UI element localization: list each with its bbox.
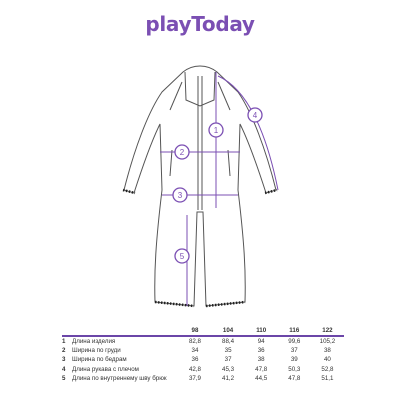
row-number: 3 xyxy=(62,356,66,364)
size-header: 104 xyxy=(212,326,245,336)
measurement-value: 40 xyxy=(323,356,331,364)
row-number: 4 xyxy=(62,365,66,373)
measurement-value: 37 xyxy=(290,347,298,355)
collar xyxy=(185,72,215,106)
measurement-value: 50,3 xyxy=(288,365,301,373)
measurement-value: 82,8 xyxy=(188,338,201,346)
measurement-name: Длина по внутреннему шву брюк xyxy=(72,374,167,382)
brand-logo: playToday xyxy=(145,12,255,36)
size-row xyxy=(62,374,344,383)
jumpsuit-outline xyxy=(124,66,276,306)
measurement-name: Длина рукава с плечом xyxy=(72,365,139,373)
measurement-value: 36 xyxy=(191,356,199,364)
measurement-value: 37 xyxy=(224,356,232,364)
right-pocket xyxy=(228,150,230,176)
size-row xyxy=(62,336,344,346)
size-header-row xyxy=(62,326,344,336)
measurement-value: 105,2 xyxy=(319,338,336,346)
size-header: 98 xyxy=(178,326,211,336)
size-header: 116 xyxy=(278,326,311,336)
row-number: 2 xyxy=(62,347,66,355)
marker-label: 3 xyxy=(177,190,183,200)
measurement-value: 36 xyxy=(257,347,265,355)
marker-label: 4 xyxy=(252,110,258,120)
measurement-marker-4 xyxy=(248,108,262,122)
size-chart-table xyxy=(62,326,344,383)
measurement-value: 42,8 xyxy=(188,365,201,373)
measurement-value: 45,3 xyxy=(222,365,235,373)
measurement-value: 47,8 xyxy=(288,374,301,382)
measurement-name: Ширина по бедрам xyxy=(72,356,127,364)
measurement-name: Ширина по груди xyxy=(72,347,121,355)
measurement-value: 88,4 xyxy=(222,338,235,346)
measurement-value: 41,2 xyxy=(222,374,235,382)
measurement-value: 99,6 xyxy=(288,338,301,346)
left-pocket xyxy=(170,150,172,176)
measurement-value: 52,8 xyxy=(321,365,334,373)
size-header: 122 xyxy=(311,326,344,336)
row-number: 1 xyxy=(62,338,66,346)
marker-label: 5 xyxy=(179,251,185,261)
marker-label: 1 xyxy=(213,125,219,135)
size-row xyxy=(62,346,344,355)
measurement-value: 47,8 xyxy=(255,365,268,373)
measure-sleeve-line xyxy=(218,76,278,190)
measurement-value: 38 xyxy=(323,347,331,355)
size-header: 110 xyxy=(245,326,278,336)
measurement-value: 38 xyxy=(257,356,265,364)
size-row xyxy=(62,365,344,374)
measurement-name: Длина изделия xyxy=(72,338,116,346)
measurement-value: 34 xyxy=(191,347,199,355)
measurement-marker-5 xyxy=(175,249,189,263)
measurement-marker-2 xyxy=(175,145,189,159)
measurement-marker-3 xyxy=(173,188,187,202)
measurement-value: 35 xyxy=(224,347,232,355)
measurement-value: 44,5 xyxy=(255,374,268,382)
measurement-value: 94 xyxy=(257,338,265,346)
size-row xyxy=(62,355,344,364)
measurement-value: 51,1 xyxy=(321,374,334,382)
measurement-value: 37,9 xyxy=(188,374,201,382)
measurement-marker-1 xyxy=(209,123,223,137)
measurement-value: 39 xyxy=(290,356,298,364)
marker-label: 2 xyxy=(179,147,185,157)
row-number: 5 xyxy=(62,374,66,382)
